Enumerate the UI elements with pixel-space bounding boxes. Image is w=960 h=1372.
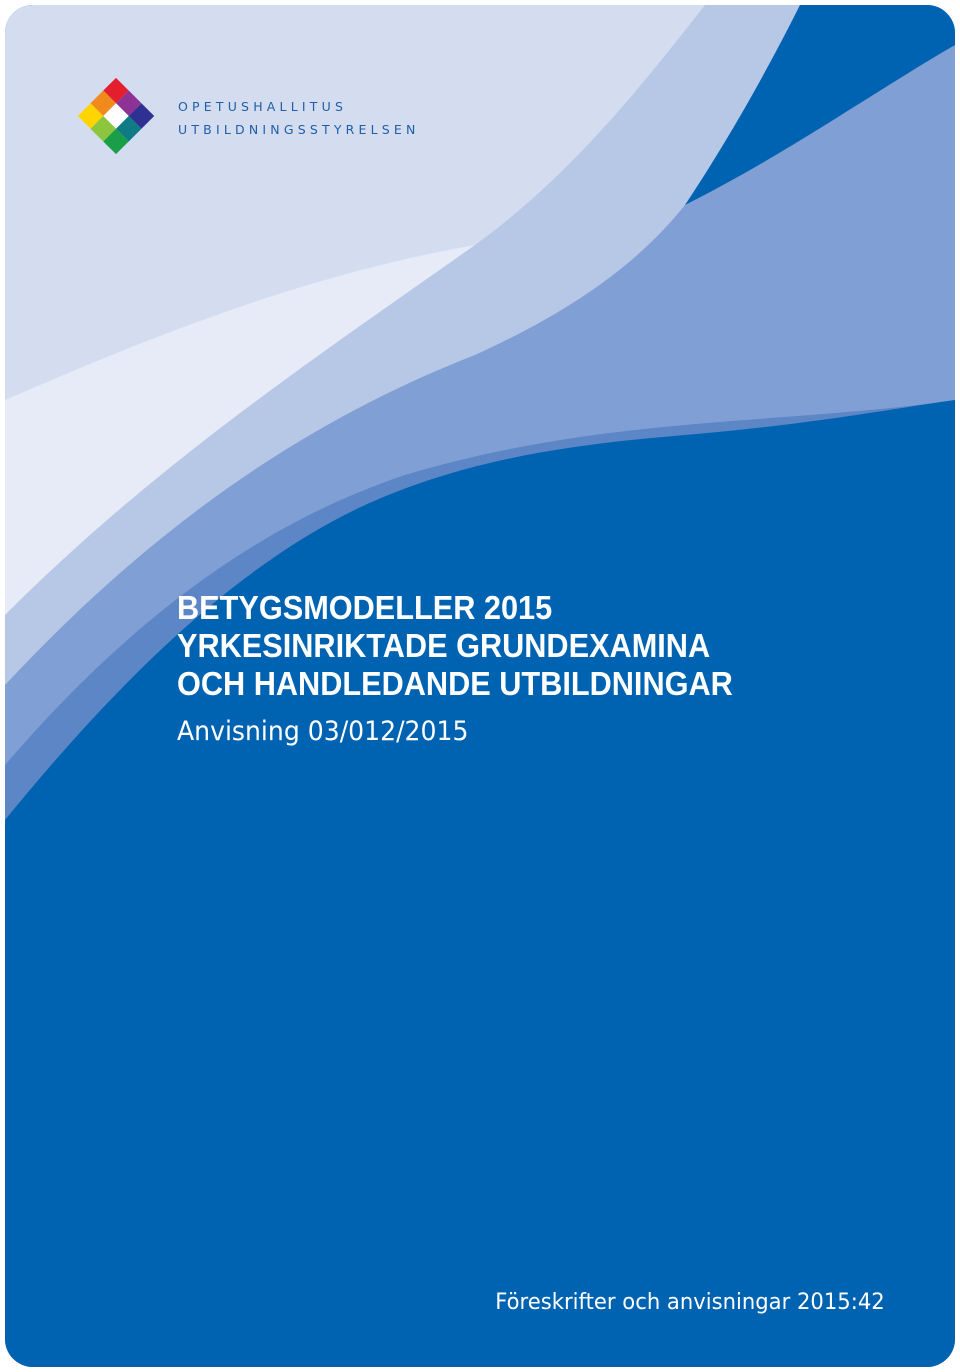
organization-name-finnish: OPETUSHALLITUS [178, 99, 348, 114]
document-title-line-1: BETYGSMODELLER 2015 [177, 589, 553, 626]
document-title-block [177, 589, 917, 749]
publication-series: Föreskrifter och anvisningar 2015:42 [495, 1290, 885, 1315]
organization-name-swedish: UTBILDNINGSSTYRELSEN [178, 122, 420, 137]
document-subtitle: Anvisning 03/012/2015 [177, 716, 469, 747]
document-title-line-3: OCH HANDLEDANDE UTBILDNINGAR [177, 665, 733, 702]
document-cover [5, 5, 955, 1367]
organization-names [178, 95, 420, 141]
document-title-line-2: YRKESINRIKTADE GRUNDEXAMINA [177, 627, 711, 664]
diamond-mosaic-logo-icon [75, 75, 157, 157]
